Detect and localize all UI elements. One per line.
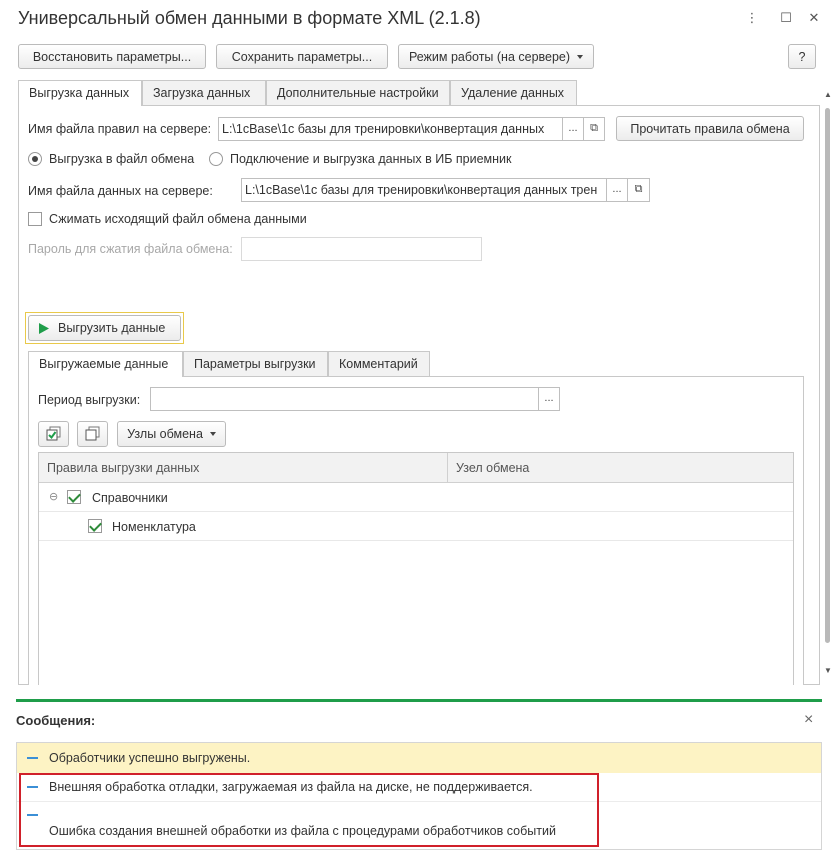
save-params-label: Сохранить параметры... [231,49,373,64]
help-button[interactable] [788,44,816,69]
scroll-up-icon[interactable]: ▲ [824,90,832,99]
rules-file-select-button[interactable]: ... [562,117,584,141]
chevron-down-icon [577,55,583,59]
help-label: ? [798,49,806,64]
radio-connect-ib-label: Подключение и выгрузка данных в ИБ приемник [230,152,512,166]
export-rules-grid[interactable] [38,452,794,685]
radio-export-to-file[interactable] [28,152,42,166]
rules-file-input[interactable]: L:\1cBase\1с базы для тренировки\конвертация данных [218,117,563,141]
message-item[interactable] [17,743,821,773]
exchange-nodes-dropdown[interactable] [117,421,226,447]
tab-exported-data-label: Выгружаемые данные [39,357,169,371]
run-export-label: Выгрузить данные [58,321,166,335]
row-checkbox[interactable] [88,519,102,533]
row-name: Номенклатура [112,520,196,534]
rules-file-open-icon[interactable]: ⧉ [583,117,605,141]
window-title: Универсальный обмен данными в формате XML (2.1.8) [18,8,481,28]
tab-delete-data[interactable] [450,80,577,105]
close-icon[interactable]: ✕ [808,10,820,25]
read-rules-button[interactable] [616,116,804,141]
uncheck-all-icon [85,426,101,442]
save-params-button[interactable] [216,44,388,69]
compress-checkbox[interactable] [28,212,42,226]
grid-col-node[interactable]: Узел обмена [456,461,530,475]
tab-delete-data-label: Удаление данных [461,86,565,100]
read-rules-label: Прочитать правила обмена [630,121,790,136]
tab-import[interactable] [142,80,266,105]
messages-close-icon[interactable]: × [804,711,814,728]
run-export-button[interactable] [28,315,181,341]
scrollbar-thumb[interactable] [825,108,830,643]
error-highlight-frame [19,773,599,847]
radio-export-to-file-label: Выгрузка в файл обмена [49,152,195,166]
main-scrollbar[interactable] [822,90,832,678]
data-file-select-button[interactable]: ... [606,178,628,202]
table-row[interactable] [39,512,793,541]
scroll-down-icon[interactable]: ▼ [824,666,832,675]
restore-params-button[interactable] [18,44,206,69]
period-label: Период выгрузки: [38,393,141,407]
play-icon [39,323,49,334]
message-text: Обработчики успешно выгружены. [49,751,251,765]
message-dash-icon [27,757,38,759]
grid-header [39,453,793,483]
check-all-icon [46,426,62,442]
mode-dropdown-button[interactable] [398,44,594,69]
compress-label: Сжимать исходящий файл обмена данными [49,212,307,226]
table-row[interactable] [39,483,793,512]
tab-export[interactable] [18,80,142,106]
data-file-label: Имя файла данных на сервере: [28,184,213,198]
message-text: Ошибка создания внешней обработки из файла с процедурами обработчиков событий [49,824,556,838]
messages-title: Сообщения: [16,713,96,728]
uncheck-all-button[interactable] [77,421,108,447]
maximize-icon[interactable]: ☐ [780,10,792,25]
exchange-nodes-label: Узлы обмена [127,427,203,441]
period-select-button[interactable]: ... [538,387,560,411]
tab-import-label: Загрузка данных [153,86,251,100]
radio-connect-ib[interactable] [209,152,223,166]
tab-export-params-label: Параметры выгрузки [194,357,316,371]
data-file-input[interactable]: L:\1cBase\1с базы для тренировки\конвертация данных трен [241,178,607,202]
tab-additional-settings[interactable] [266,80,450,105]
password-label: Пароль для сжатия файла обмена: [28,242,233,256]
chevron-down-icon [210,432,216,436]
tab-comment-label: Комментарий [339,357,418,371]
collapse-icon[interactable]: ⊖ [49,491,59,503]
more-icon[interactable]: ⋮ [745,10,759,25]
password-input[interactable] [241,237,482,261]
messages-separator [16,699,822,702]
row-name: Справочники [92,491,168,505]
check-all-button[interactable] [38,421,69,447]
tab-additional-settings-label: Дополнительные настройки [277,86,439,100]
message-text: Внешняя обработка отладки, загружаемая из файла на диске, не поддерживается. [49,780,533,794]
row-checkbox[interactable] [67,490,81,504]
tab-export-params[interactable] [183,351,328,376]
tab-exported-data[interactable] [28,351,183,377]
data-file-open-icon[interactable]: ⧉ [627,178,650,202]
tab-export-label: Выгрузка данных [29,86,130,100]
rules-file-label: Имя файла правил на сервере: [28,122,212,136]
period-input[interactable] [150,387,539,411]
grid-col-rules[interactable]: Правила выгрузки данных [39,453,448,483]
restore-params-label: Восстановить параметры... [32,49,192,64]
mode-label: Режим работы (на сервере) [408,49,571,64]
tab-comment[interactable] [328,351,430,376]
